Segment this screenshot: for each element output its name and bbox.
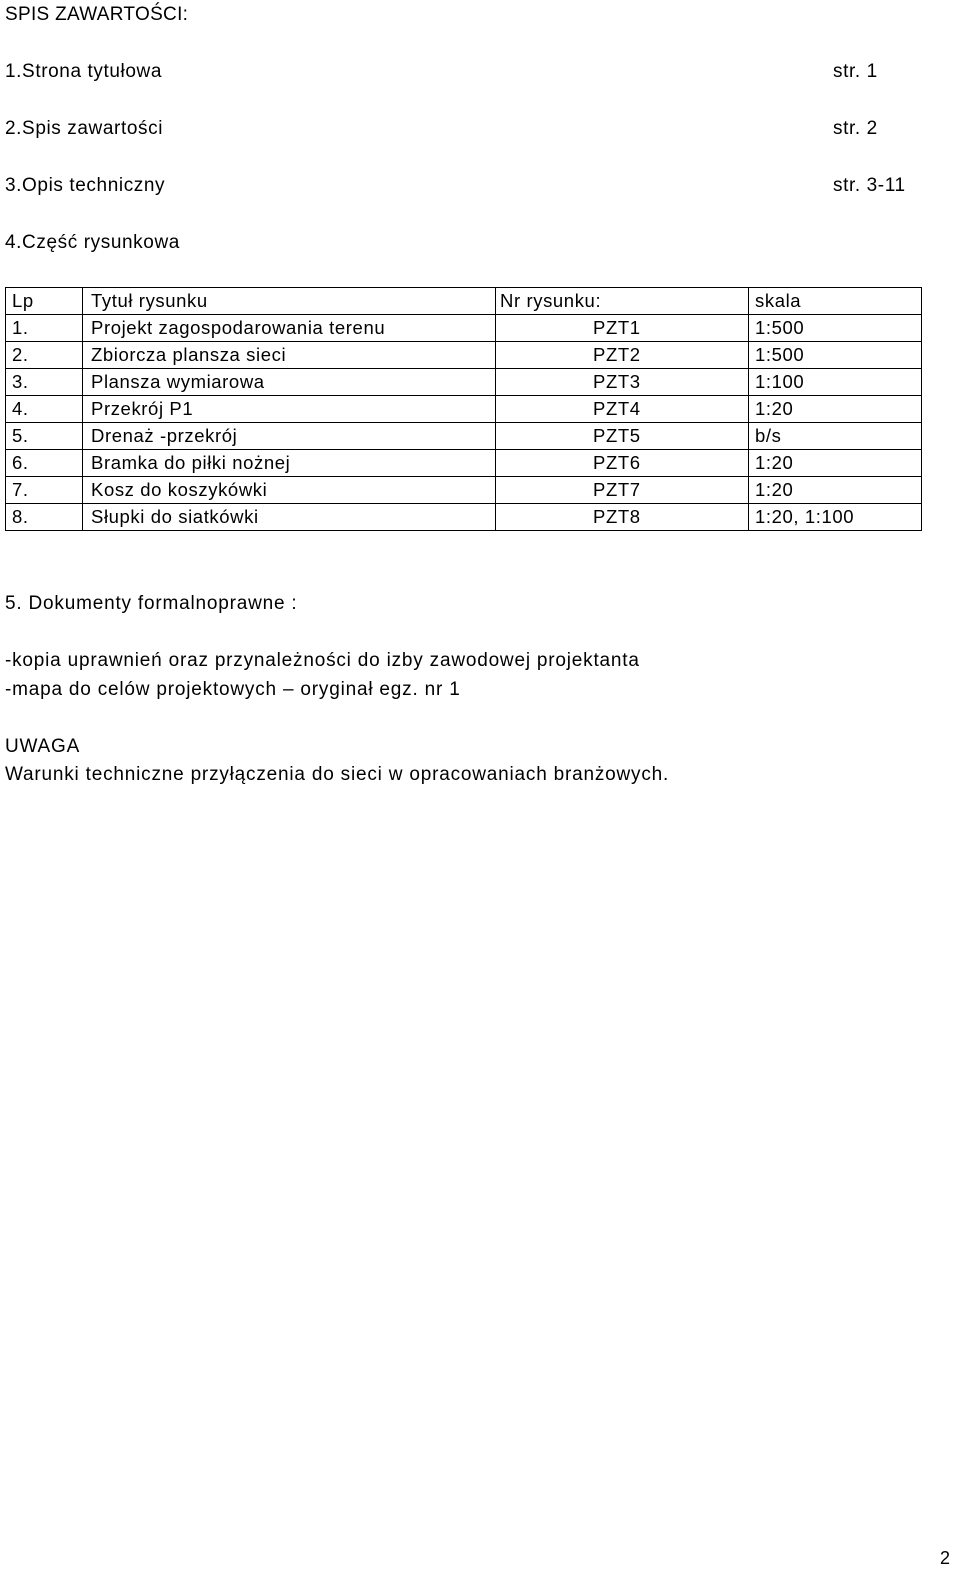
cell-title: Bramka do piłki nożnej [83, 450, 496, 477]
cell-title: Kosz do koszykówki [83, 477, 496, 504]
drawings-table [5, 287, 922, 531]
toc-item-page: str. 2 [833, 118, 878, 139]
document-heading: SPIS ZAWARTOŚCI: [5, 4, 189, 25]
cell-nr: PZT2 [496, 342, 749, 369]
note-heading: UWAGA [5, 736, 81, 757]
cell-nr: PZT1 [496, 315, 749, 342]
cell-lp: 7. [6, 477, 83, 504]
cell-lp: 5. [6, 423, 83, 450]
cell-scale: 1:20 [749, 396, 922, 423]
cell-title: Słupki do siatkówki [83, 504, 496, 531]
toc-item-title: 2.Spis zawartości [5, 118, 164, 139]
toc-item-title: 1.Strona tytułowa [5, 61, 163, 82]
cell-scale: 1:20, 1:100 [749, 504, 922, 531]
table-row [6, 477, 922, 504]
toc-item-title: 3.Opis techniczny [5, 175, 166, 196]
cell-lp: 1. [6, 315, 83, 342]
cell-scale: 1:20 [749, 450, 922, 477]
document-item: -mapa do celów projektowych – oryginał egz. nr 1 [5, 679, 461, 700]
table-row [6, 504, 922, 531]
header-scale: skala [749, 288, 922, 315]
cell-scale: 1:100 [749, 369, 922, 396]
table-row [6, 315, 922, 342]
toc-item [5, 118, 925, 144]
cell-title: Projekt zagospodarowania terenu [83, 315, 496, 342]
cell-lp: 3. [6, 369, 83, 396]
cell-nr: PZT3 [496, 369, 749, 396]
note-text: Warunki techniczne przyłączenia do sieci w opracowaniach branżowych. [5, 764, 670, 785]
cell-title: Drenaż -przekrój [83, 423, 496, 450]
cell-scale: 1:500 [749, 315, 922, 342]
table-row [6, 342, 922, 369]
cell-title: Przekrój P1 [83, 396, 496, 423]
cell-lp: 2. [6, 342, 83, 369]
cell-title: Zbiorcza plansza sieci [83, 342, 496, 369]
cell-nr: PZT6 [496, 450, 749, 477]
toc-item-page: str. 1 [833, 61, 878, 82]
toc-item [5, 175, 925, 201]
cell-nr: PZT4 [496, 396, 749, 423]
cell-nr: PZT8 [496, 504, 749, 531]
page-number: 2 [939, 1548, 950, 1568]
table-row [6, 450, 922, 477]
toc-item-title: 4.Część rysunkowa [5, 232, 180, 253]
header-title: Tytuł rysunku [83, 288, 496, 315]
cell-scale: 1:500 [749, 342, 922, 369]
cell-lp: 6. [6, 450, 83, 477]
documents-heading: 5. Dokumenty formalnoprawne : [5, 593, 298, 614]
table-row [6, 396, 922, 423]
table-header-row [6, 288, 922, 315]
cell-nr: PZT7 [496, 477, 749, 504]
cell-lp: 8. [6, 504, 83, 531]
cell-lp: 4. [6, 396, 83, 423]
table-row [6, 369, 922, 396]
toc-item [5, 232, 925, 258]
cell-scale: 1:20 [749, 477, 922, 504]
table-row [6, 423, 922, 450]
toc-item [5, 61, 925, 87]
header-nr: Nr rysunku: [496, 288, 749, 315]
toc-item-page: str. 3-11 [833, 175, 906, 196]
cell-title: Plansza wymiarowa [83, 369, 496, 396]
cell-scale: b/s [749, 423, 922, 450]
document-item: -kopia uprawnień oraz przynależności do izby zawodowej projektanta [5, 650, 640, 671]
cell-nr: PZT5 [496, 423, 749, 450]
header-lp: Lp [6, 288, 83, 315]
